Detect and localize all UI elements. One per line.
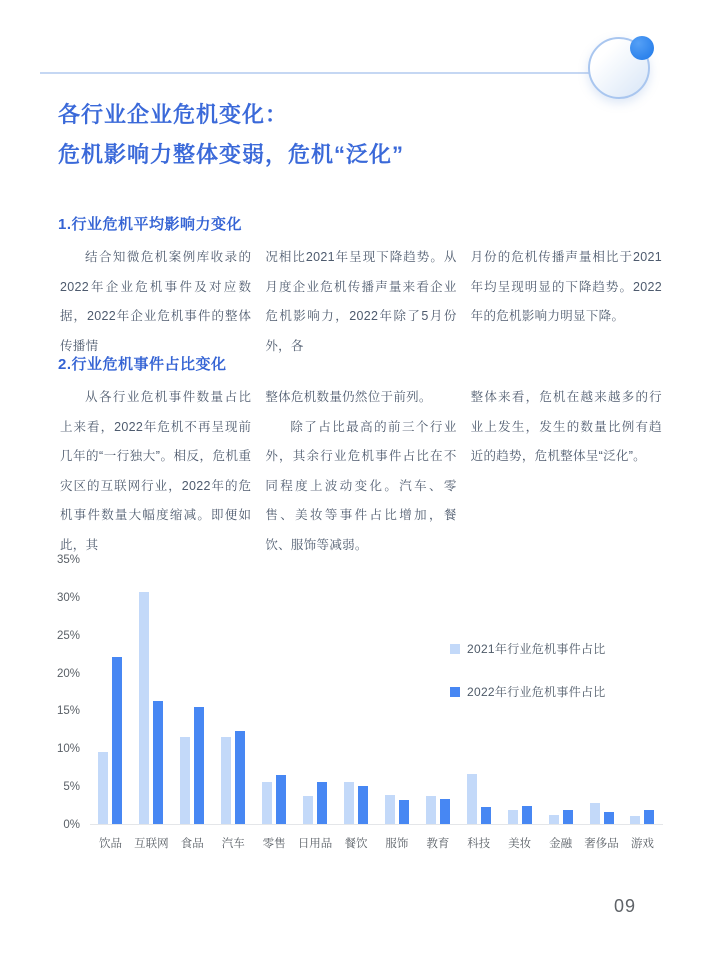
bar-group	[90, 560, 131, 824]
y-tick-label: 15%	[56, 705, 80, 718]
bar-series2	[112, 657, 122, 824]
bar-group	[295, 560, 336, 824]
bar-series2	[644, 810, 654, 824]
x-axis-label: 教育	[426, 838, 450, 850]
y-tick-label: 5%	[63, 781, 80, 794]
x-axis-label: 食品	[180, 838, 204, 850]
bar-series2	[522, 806, 532, 824]
x-axis-label: 金融	[549, 838, 573, 850]
section2-column3	[471, 383, 662, 560]
paragraph: 月份的危机传播声量相比于2021年均呈现明显的下降趋势。2022年的危机影响力明显下降。	[470, 250, 662, 323]
bar-series1	[630, 816, 640, 824]
x-axis-label: 科技	[467, 838, 491, 850]
bar-series1	[303, 796, 313, 824]
section2-column1	[60, 383, 251, 560]
y-tick-label: 10%	[56, 743, 80, 756]
chart-y-axis	[48, 554, 80, 831]
x-axis-label: 美妆	[508, 838, 532, 850]
paragraph: 整体来看，危机在越来越多的行业上发生，发生的数量比例有趋近的趋势，危机整体呈“泛化”。	[470, 390, 662, 463]
bar-group	[376, 560, 417, 824]
section2-column2	[265, 383, 456, 560]
bar-series1	[549, 815, 559, 824]
section2-heading: 2.行业危机事件占比变化	[58, 356, 227, 373]
legend-label: 2022年行业危机事件占比	[467, 685, 606, 699]
bar-series1	[467, 774, 477, 824]
bar-series2	[399, 800, 409, 824]
y-tick-label: 25%	[56, 629, 80, 642]
bar-series2	[317, 782, 327, 824]
header-divider-line	[40, 72, 592, 74]
x-axis-label: 日用品	[297, 838, 333, 850]
bar-series2	[604, 812, 614, 824]
bar-series2	[276, 775, 286, 824]
paragraph: 从各行业危机事件数量占比上来看，2022年危机不再呈现前几年的“一行独大”。相反，危机重灾区的互联网行业，2022年的危机事件数量大幅度缩减。即便如此，其	[60, 390, 252, 552]
bar-group	[172, 560, 213, 824]
bar-series1	[221, 737, 231, 824]
legend-label: 2021年行业危机事件占比	[467, 642, 606, 656]
legend-item-2022	[450, 683, 606, 700]
bar-series1	[508, 810, 518, 824]
bar-series1	[590, 803, 600, 824]
chart-legend	[450, 640, 606, 726]
y-tick-label: 30%	[56, 591, 80, 604]
y-tick-label: 0%	[63, 819, 80, 831]
legend-swatch	[450, 644, 460, 654]
section1-column1	[60, 243, 251, 361]
x-axis-label: 汽车	[221, 838, 245, 850]
bar-group	[622, 560, 663, 824]
bar-series2	[194, 707, 204, 824]
bar-series2	[235, 731, 245, 824]
x-axis-label: 饮品	[98, 838, 122, 850]
x-axis-label: 奢侈品	[584, 838, 619, 850]
y-tick-label: 35%	[56, 554, 80, 566]
section1-column3	[471, 243, 662, 361]
section1-heading: 1.行业危机平均影响力变化	[58, 216, 243, 233]
x-axis-label: 游戏	[630, 838, 654, 850]
y-tick-label: 20%	[56, 667, 80, 680]
bar-series2	[358, 786, 368, 824]
page-title-line1: 各行业企业危机变化：	[58, 102, 289, 127]
bar-series1	[180, 737, 190, 824]
page-title	[58, 95, 658, 175]
page-title-line2: 危机影响力整体变弱，危机“泛化”	[58, 142, 405, 167]
legend-swatch	[450, 687, 460, 697]
bar-group	[336, 560, 377, 824]
bar-group	[131, 560, 172, 824]
paragraph: 况相比2021年呈现下降趋势。从月度企业危机传播声量来看企业危机影响力，2022年除了5月份外，各	[265, 250, 457, 353]
legend-item-2021	[450, 640, 606, 657]
x-axis-label: 餐饮	[344, 838, 368, 850]
page-number: 09	[614, 896, 637, 916]
bar-series2	[440, 799, 450, 824]
section1-column2	[265, 243, 456, 361]
bar-series1	[262, 782, 272, 824]
x-axis-label: 互联网	[134, 838, 169, 850]
decorative-circle-small	[630, 36, 654, 60]
paragraph: 整体危机数量仍然位于前列。	[265, 390, 432, 404]
section2-body	[60, 383, 662, 560]
bar-series2	[153, 701, 163, 824]
bar-series1	[385, 795, 395, 824]
bar-series2	[563, 810, 573, 824]
x-axis-label: 零售	[262, 838, 286, 850]
bar-series1	[426, 796, 436, 824]
paragraph: 除了占比最高的前三个行业外，其余行业危机事件占比在不同程度上波动变化。汽车、零售、美妆等事件占比增加，餐饮、服饰等减弱。	[265, 419, 457, 552]
paragraph: 结合知微危机案例库收录的2022年企业危机事件及对应数据，2022年企业危机事件的整体传播情	[60, 250, 252, 353]
industry-crisis-bar-chart	[48, 548, 665, 878]
section1-body	[60, 243, 662, 361]
bar-group	[213, 560, 254, 824]
bar-series1	[98, 752, 108, 824]
x-axis-label: 服饰	[385, 838, 409, 850]
bar-group	[254, 560, 295, 824]
chart-x-axis	[90, 835, 663, 851]
bar-series2	[481, 807, 491, 824]
bar-series1	[139, 592, 149, 824]
bar-series1	[344, 782, 354, 824]
